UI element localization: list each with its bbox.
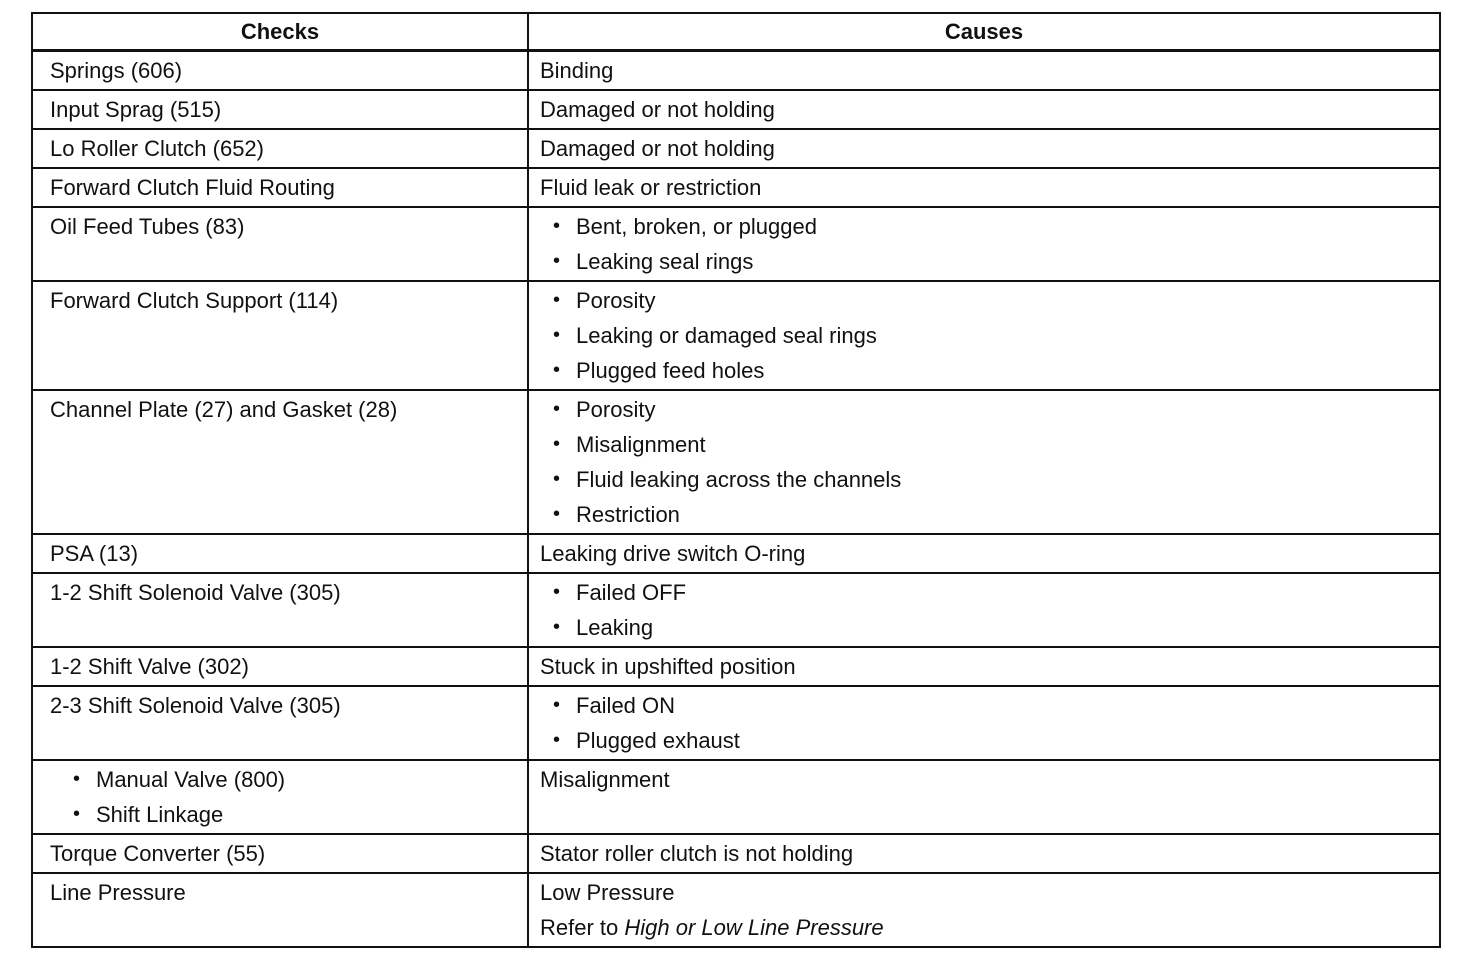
table-body (32, 51, 1440, 948)
cause-item-text: Fluid leaking across the channels (576, 467, 902, 492)
cause-cell (528, 534, 1440, 573)
cause-cell (528, 686, 1440, 760)
cause-list-item (553, 427, 1439, 462)
checks-causes-table (31, 12, 1441, 948)
table-row (32, 686, 1440, 760)
check-text: 1-2 Shift Solenoid Valve (305) (50, 580, 341, 605)
check-text: Forward Clutch Support (114) (50, 288, 339, 313)
check-cell (32, 686, 528, 760)
table-row (32, 873, 1440, 947)
check-cell (32, 51, 528, 91)
checks-column-header: Checks (32, 13, 528, 51)
cause-text: Leaking drive switch O-ring (540, 541, 806, 566)
table-row (32, 207, 1440, 281)
cause-item-text: Porosity (576, 397, 656, 422)
cause-text: Stator roller clutch is not holding (540, 841, 854, 866)
cause-text: Binding (540, 58, 614, 83)
table-row (32, 168, 1440, 207)
check-text: 1-2 Shift Valve (302) (50, 654, 249, 679)
cause-text: Misalignment (540, 767, 670, 792)
table-row (32, 834, 1440, 873)
causes-column-header: Causes (528, 13, 1440, 51)
table-row (32, 573, 1440, 647)
bullet-icon: • (553, 581, 561, 603)
check-text: 2-3 Shift Solenoid Valve (305) (50, 693, 341, 718)
table-row (32, 647, 1440, 686)
check-cell (32, 834, 528, 873)
cause-text: Stuck in upshifted position (540, 654, 796, 679)
cause-cell (528, 647, 1440, 686)
table-row (32, 534, 1440, 573)
bullet-icon: • (553, 616, 561, 638)
check-list-item (73, 762, 527, 797)
cause-cell (528, 129, 1440, 168)
cause-list-item (553, 688, 1439, 723)
check-cell (32, 390, 528, 534)
bullet-icon: • (73, 803, 81, 825)
bullet-icon: • (553, 503, 561, 525)
cause-cell (528, 390, 1440, 534)
table-row (32, 90, 1440, 129)
table-row (32, 129, 1440, 168)
cause-list-item (553, 462, 1439, 497)
table-row (32, 281, 1440, 390)
check-cell (32, 873, 528, 947)
cause-item-text: Leaking or damaged seal rings (576, 323, 877, 348)
cause-cell (528, 760, 1440, 834)
cause-item-text: Misalignment (576, 432, 706, 457)
check-cell (32, 168, 528, 207)
check-cell (32, 129, 528, 168)
check-text: Springs (606) (50, 58, 183, 83)
cause-cell (528, 207, 1440, 281)
bullet-icon: • (73, 768, 81, 790)
cause-list-item (553, 353, 1439, 388)
cause-item-text: Leaking (576, 615, 654, 640)
cause-list-item (553, 318, 1439, 353)
cause-list-item (553, 723, 1439, 758)
table-row (32, 760, 1440, 834)
check-cell (32, 207, 528, 281)
cause-list-item (553, 392, 1439, 427)
check-cell (32, 90, 528, 129)
check-cell (32, 760, 528, 834)
check-text: Channel Plate (27) and Gasket (28) (50, 397, 398, 422)
bullet-icon: • (553, 398, 561, 420)
check-text: Line Pressure (50, 880, 186, 905)
cause-item-text: Porosity (576, 288, 656, 313)
check-item-text: Shift Linkage (96, 802, 224, 827)
cause-text: Low Pressure (540, 880, 675, 905)
cause-list-item (553, 575, 1439, 610)
bullet-icon: • (553, 289, 561, 311)
cause-cell (528, 573, 1440, 647)
cause-list-item (553, 283, 1439, 318)
check-cell (32, 647, 528, 686)
table-header-row (32, 13, 1440, 51)
cause-item-text: Failed ON (576, 693, 676, 718)
cause-item-text: Plugged feed holes (576, 358, 765, 383)
check-text: Oil Feed Tubes (83) (50, 214, 245, 239)
check-cell (32, 573, 528, 647)
cause-list-item (553, 610, 1439, 645)
bullet-icon: • (553, 433, 561, 455)
cause-list-item (553, 209, 1439, 244)
cause-text: Damaged or not holding (540, 97, 775, 122)
cause-text: Damaged or not holding (540, 136, 775, 161)
check-text: Torque Converter (55) (50, 841, 266, 866)
check-cell (32, 281, 528, 390)
cause-cell (528, 873, 1440, 947)
bullet-icon: • (553, 694, 561, 716)
bullet-icon: • (553, 359, 561, 381)
bullet-icon: • (553, 215, 561, 237)
check-list-item (73, 797, 527, 832)
bullet-icon: • (553, 468, 561, 490)
bullet-icon: • (553, 729, 561, 751)
reference-title: High or Low Line Pressure (624, 915, 884, 940)
cause-reference (540, 910, 1439, 945)
table-row (32, 390, 1440, 534)
check-text: PSA (13) (50, 541, 139, 566)
cause-text: Fluid leak or restriction (540, 175, 762, 200)
reference-prefix: Refer to (540, 915, 625, 940)
cause-item-text: Plugged exhaust (576, 728, 740, 753)
cause-item-text: Leaking seal rings (576, 249, 754, 274)
diagnostic-table-container (31, 12, 1439, 948)
bullet-icon: • (553, 324, 561, 346)
check-text: Forward Clutch Fluid Routing (50, 175, 335, 200)
cause-cell (528, 168, 1440, 207)
cause-item-text: Failed OFF (576, 580, 687, 605)
cause-item-text: Bent, broken, or plugged (576, 214, 817, 239)
cause-cell (528, 834, 1440, 873)
cause-cell (528, 281, 1440, 390)
cause-list-item (553, 244, 1439, 279)
cause-cell (528, 90, 1440, 129)
check-item-text: Manual Valve (800) (96, 767, 286, 792)
check-text: Input Sprag (515) (50, 97, 222, 122)
cause-list-item (553, 497, 1439, 532)
cause-cell (528, 51, 1440, 91)
check-text: Lo Roller Clutch (652) (50, 136, 264, 161)
check-cell (32, 534, 528, 573)
table-row (32, 51, 1440, 91)
bullet-icon: • (553, 250, 561, 272)
cause-item-text: Restriction (576, 502, 680, 527)
